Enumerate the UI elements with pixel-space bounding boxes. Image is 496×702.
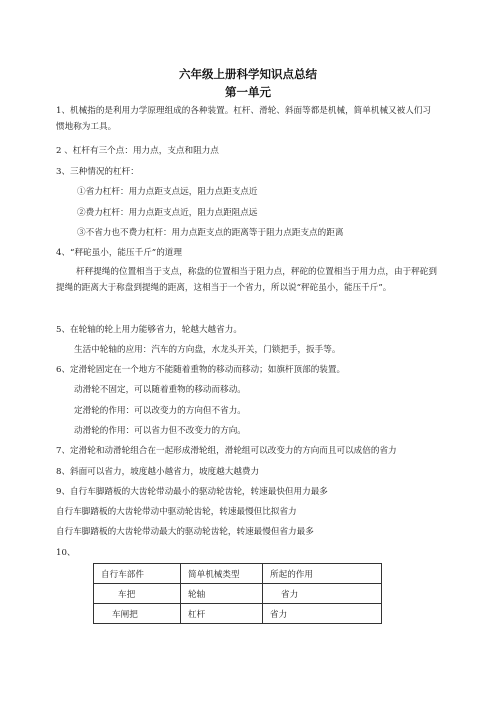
item-5-text: 5、在轮轴的轮上用力能够省力，轮越大越省力。 [56, 325, 242, 335]
item-9a-text: 自行车脚踏板的大齿轮带动中驱动轮齿轮，转速最慢但比拟省力 [56, 507, 297, 517]
item-6-text: 6、定滑轮固定在一个地方不能随着重物的移动而移动；如旗杆顶部的装置。 [56, 365, 346, 375]
item-3c-text: ③不省力也不费力杠杆：用力点距支点的距离等于阻力点距支点的距离 [77, 228, 344, 238]
table-header-row [94, 564, 382, 584]
table-header-cell: 简单机械类型 [181, 564, 263, 584]
item-2-text: 2 、杠杆有三个点：用力点，支点和阻力点 [56, 146, 219, 156]
table-row [94, 584, 382, 604]
item-3a-text: ①省力杠杆：用力点距支点远，阻力点距支点近 [77, 187, 258, 197]
item-1-text: 1、机械指的是利用力学原理组成的各种装置。杠杆、滑轮、斜面等都是机械，简单机械又被人们习惯地称为工具。 [56, 106, 432, 132]
item-10-text: 10、 [56, 548, 76, 558]
item-8-text: 8、斜面可以省力，坡度越小越省力，坡度越大越费力 [56, 467, 260, 477]
item-3b-text: ②费力杠杆：用力点距支点近，阻力点距阻点远 [77, 208, 258, 218]
table-row [94, 604, 382, 624]
item-3-text: 3、三种情况的杠杆： [56, 167, 139, 177]
item-5-body: 生活中轮轴的应用：汽车的方向盘，水龙头开关，门锁把手，扳手等。 [74, 345, 341, 355]
item-7-text: 7、定滑轮和动滑轮组合在一起形成滑轮组，滑轮组可以改变力的方向而且可以成倍的省力 [56, 446, 397, 456]
bicycle-parts-table [93, 563, 382, 624]
item-4-body: 杆秤提绳的位置相当于支点，称盘的位置相当于阻力点，秤砣的位置相当于用力点，由于秤砣到提绳的距离大于称盘到提绳的距离，这相当于一个省力，所以说“秤砣虽小，能压千斤”。 [56, 267, 437, 293]
item-9-text: 9、自行车脚踏板的大齿轮带动最小的驱动轮齿轮，转速最快但用力最多 [56, 487, 328, 497]
item-9b-text: 自行车脚踏板的大齿轮带动最大的驱动轮齿轮，转速最慢但省力最多 [56, 527, 314, 537]
table-cell: 车闸把 [94, 604, 181, 624]
table-cell: 杠杆 [181, 604, 263, 624]
item-6a-text: 动滑轮不固定，可以随着重物的移动而移动。 [74, 385, 246, 395]
table-header-cell: 自行车部件 [94, 564, 181, 584]
document-title: 六年级上册科学知识点总结 [179, 67, 317, 81]
item-4-text: 4、“秤砣虽小，能压千斤”的道理 [56, 248, 182, 258]
table-cell: 车把 [94, 584, 181, 604]
item-6b-text: 定滑轮的作用：可以改变力的方向但不省力。 [74, 406, 246, 416]
table-header-cell: 所起的作用 [263, 564, 382, 584]
unit-heading: 第一单元 [225, 85, 271, 99]
table-cell: 省力 [263, 584, 382, 604]
table-cell: 轮轴 [181, 584, 263, 604]
table-cell: 省力 [263, 604, 382, 624]
item-6c-text: 动滑轮的作用：可以省力但不改变力的方向。 [74, 426, 246, 436]
